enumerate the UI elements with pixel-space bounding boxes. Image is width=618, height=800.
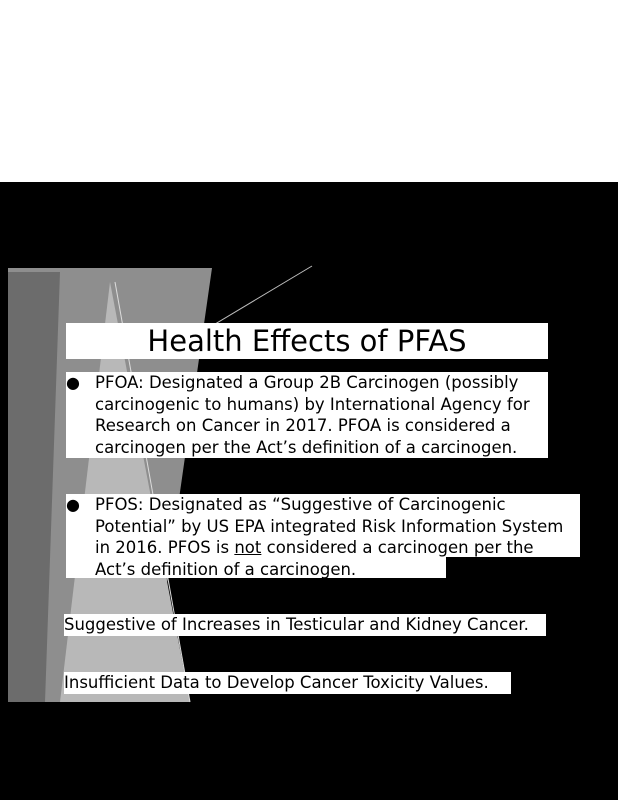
slide	[0, 182, 618, 800]
slide-title: Health Effects of PFAS	[66, 323, 548, 359]
bullet-1-line-4: carcinogen per the Act’s definition of a carcinogen.	[95, 437, 518, 457]
bullet-2	[66, 494, 580, 580]
statement-1: Suggestive of Increases in Testicular and Kidney Cancer.	[64, 614, 546, 636]
emphasis-not: not	[234, 538, 262, 557]
line-3-after: considered a carcinogen per the	[261, 538, 534, 557]
line-3-before: in 2016. PFOS is	[95, 538, 235, 557]
bullet-1-line-1: PFOA: Designated a Group 2B Carcinogen (possibly	[95, 373, 519, 392]
bullet-2-line-3	[95, 537, 563, 559]
bullet-2-line-4: Act’s definition of a carcinogen.	[95, 559, 357, 579]
statement-2: Insufficient Data to Develop Cancer Toxicity Values.	[64, 672, 511, 694]
decorative-shapes	[0, 182, 618, 800]
bullet-1-text	[95, 372, 530, 458]
bullet-1-line-2: carcinogenic to humans) by International Agency for	[95, 394, 530, 414]
bullet-dot: ●	[66, 373, 80, 392]
bullet-2-line-2: Potential” by US EPA integrated Risk Information System	[95, 516, 564, 536]
bullet-dot: ●	[66, 495, 80, 514]
bullet-1-line-3: Research on Cancer in 2017. PFOA is considered a	[95, 416, 511, 435]
bullet-1	[66, 372, 548, 458]
bullet-2-text	[95, 494, 563, 580]
bullet-2-line-1: PFOS: Designated as “Suggestive of Carcinogenic	[95, 495, 506, 514]
